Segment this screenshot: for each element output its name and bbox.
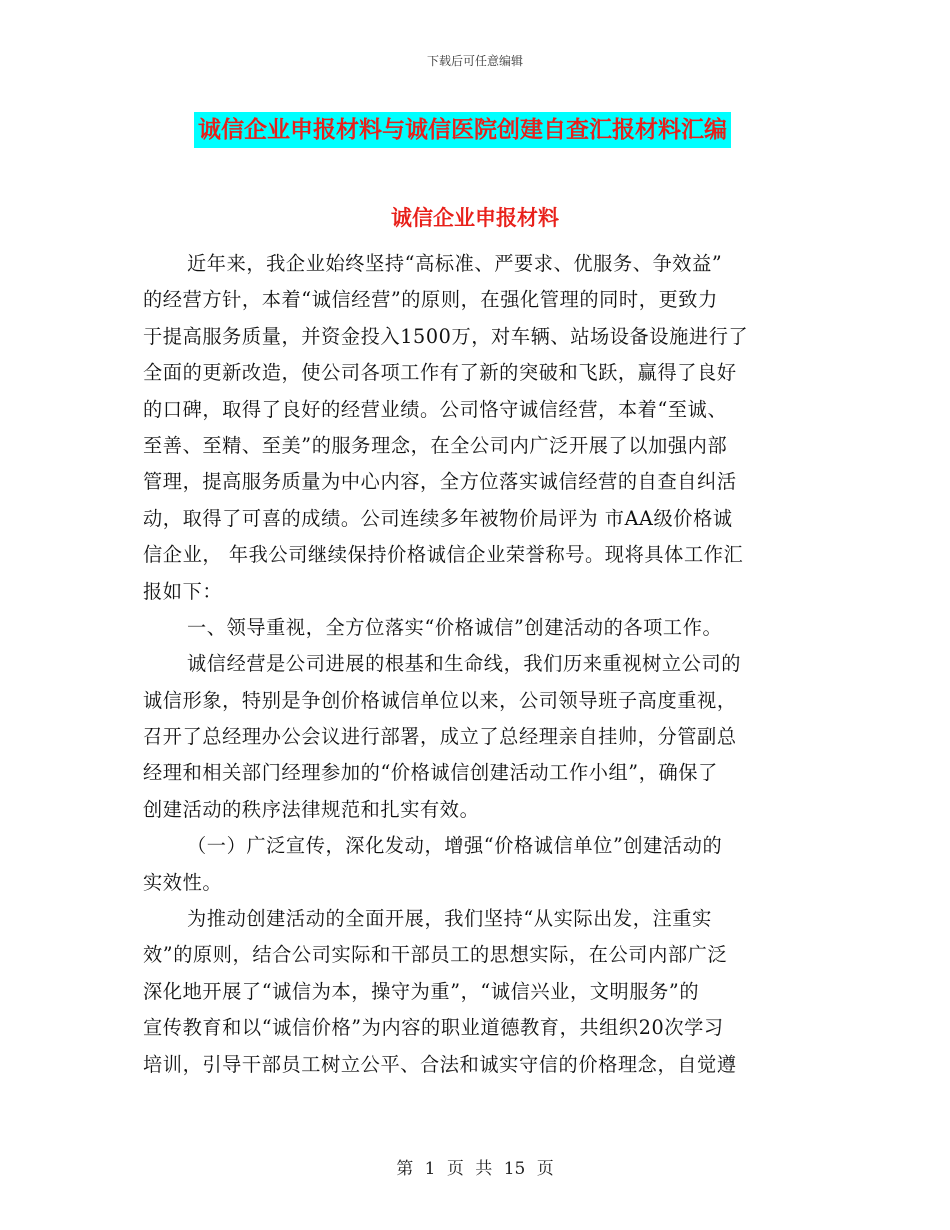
- paragraph-line: 创建活动的秩序法律规范和扎实有效。: [143, 797, 480, 821]
- paragraph-line: 深化地开展了“诚信为本，操守为重”，“诚信兴业，文明服务”的: [143, 979, 700, 1003]
- paragraph-line: 为推动创建活动的全面开展，我们坚持“从实际出发，注重实: [187, 907, 712, 931]
- paragraph-line: 信企业， 年我公司继续保持价格诚信企业荣誉称号。现将具体工作汇: [143, 543, 744, 567]
- paragraph-line: 全面的更新改造，使公司各项工作有了新的突破和飞跃，赢得了良好: [143, 361, 737, 385]
- paragraph-line: 管理，提高服务质量为中心内容，全方位落实诚信经营的自查自纠活: [143, 470, 737, 494]
- paragraph-line: 动，取得了可喜的成绩。公司连续多年被物价局评为 市AA级价格诚: [143, 506, 733, 530]
- paragraph-line: 经理和相关部门经理参加的“价格诚信创建活动工作小组”，确保了: [143, 761, 718, 785]
- body-text: [143, 246, 803, 1083]
- paragraph-line: 至善、至精、至美”的服务理念，在全公司内广泛开展了以加强内部: [143, 433, 728, 457]
- paragraph-line: 宣传教育和以“诚信价格”为内容的职业道德教育，共组织20次学习: [143, 1016, 724, 1040]
- paragraph-line: 一、领导重视，全方位落实“价格诚信”创建活动的各项工作。: [187, 615, 723, 639]
- paragraph-line: 的口碑，取得了良好的经营业绩。公司恪守诚信经营，本着“至诚、: [143, 397, 728, 421]
- paragraph-line: 培训，引导干部员工树立公平、合法和诚实守信的价格理念，自觉遵: [143, 1052, 737, 1076]
- paragraph-line: 诚信经营是公司进展的根基和生命线，我们历来重视树立公司的: [187, 652, 742, 676]
- paragraph-line: 诚信形象，特别是争创价格诚信单位以来，公司领导班子高度重视，: [143, 688, 737, 712]
- paragraph-line: 近年来，我企业始终坚持“高标准、严要求、优服务、争效益”: [187, 252, 723, 275]
- paragraph-line: 于提高服务质量，并资金投入1500万，对车辆、站场设备设施进行了: [143, 324, 749, 348]
- paragraph-line: 实效性。: [143, 870, 223, 894]
- section-title: 诚信企业申报材料: [391, 206, 559, 230]
- page-footer: 第 1 页 共 15 页: [396, 1159, 554, 1179]
- header-note: 下载后可任意编辑: [426, 54, 523, 68]
- document-title: 诚信企业申报材料与诚信医院创建自查汇报材料汇编: [194, 112, 731, 148]
- paragraph-line: 效”的原则，结合公司实际和干部员工的思想实际，在公司内部广泛: [143, 943, 728, 967]
- paragraph-line: 报如下：: [143, 579, 223, 603]
- paragraph-line: 的经营方针，本着“诚信经营”的原则，在强化管理的同时，更致力: [143, 288, 718, 312]
- paragraph-line: （一）广泛宣传，深化发动，增强“价格诚信单位”创建活动的: [187, 834, 723, 858]
- paragraph-line: 召开了总经理办公会议进行部署，成立了总经理亲自挂帅，分管副总: [143, 725, 737, 749]
